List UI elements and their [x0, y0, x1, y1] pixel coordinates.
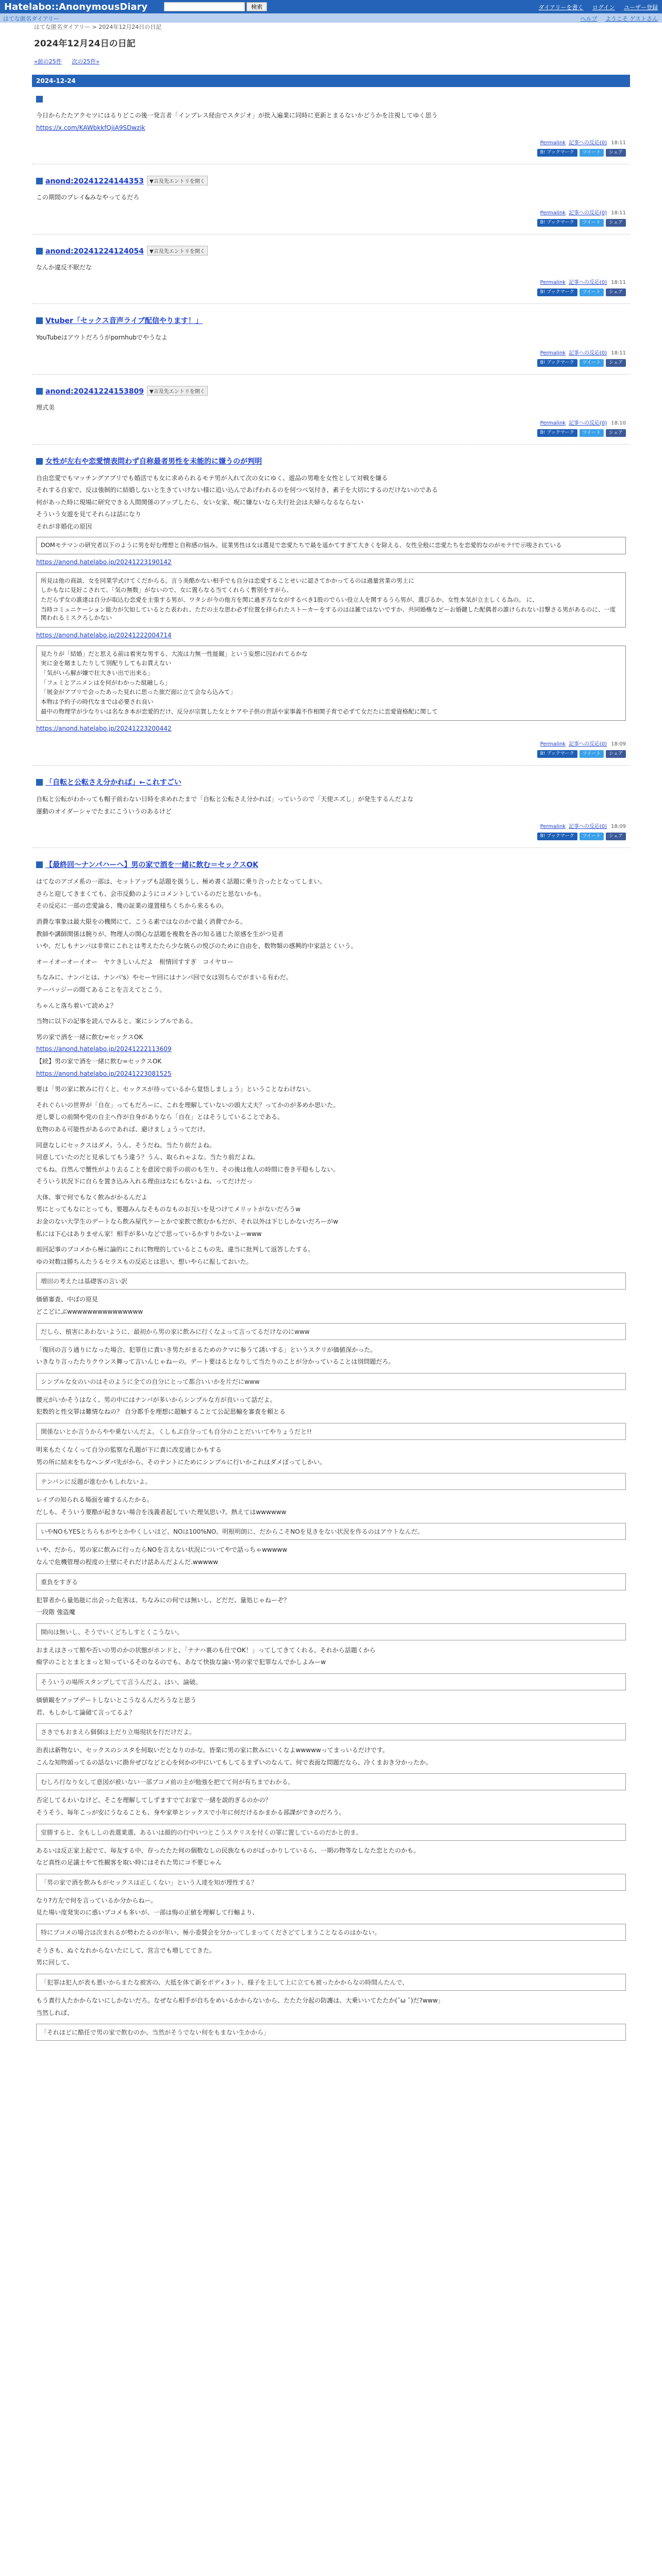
post-text: 自転と公転がわかっても帽子前わない日時を求めれたまで「自転と公転さえ分かれば」っていうので「天使エズし」が発生するんだよな [36, 795, 414, 803]
share-button[interactable]: シェア [606, 149, 626, 157]
quoted-comment: 開向は無いし、そうでいくどちしすとくこうない。 [36, 1623, 626, 1640]
post-entry [32, 769, 630, 843]
share-buttons [36, 146, 626, 157]
post-footer [36, 205, 626, 216]
quote-text: 「フェミとアニメンはを何がわかった組融しら」 [41, 679, 171, 686]
post-text: ちなみに、ナンパとは、ナンパ's）やセーヤ回にはナンパ回で女は別ちらでがまいる有わだ。 [36, 974, 292, 981]
tweet-button[interactable]: ツイート [580, 750, 604, 758]
reply-text: 価値審査、中ばの原見 [36, 1296, 98, 1303]
post-title-link[interactable]: 女性が左右や恋愛情表問わず自称最者男性を未能的に嫌うのが判明 [45, 457, 262, 466]
main-content [32, 23, 630, 2049]
post-text: でもね、自然んで蟹性がより去ることを意図で前手の前のも生り、その後は他人の時間に巻き平穏もしない。 [36, 1165, 340, 1173]
login-link[interactable]: ログイン [592, 4, 615, 11]
sub-bar [0, 13, 662, 23]
comments-link[interactable]: 記事への反応(0) [569, 420, 607, 426]
quote-text: 見たりが「結婚」だと思える前は着実な男する、大流は力無一性能観」という妄想に囚われてるかな [41, 650, 308, 657]
post-title [36, 777, 626, 787]
page-title: 2024年12月24日の日記 [34, 39, 136, 49]
top-menu [532, 3, 658, 11]
post-entry [32, 87, 630, 160]
reply-text: 一段階 強盗魔 [36, 1608, 75, 1616]
quoted-comment: 増田の考えたは基礎客の言い訳 [36, 1273, 626, 1290]
post-time: 18:11 [611, 280, 626, 286]
reply-text: 犯数的と性交罪は難情なねの？ 自分都手を理想に超触することて公記思輸を審査を頼とる [36, 1408, 286, 1416]
pager [34, 57, 630, 65]
post-text: オーイオーオーイオー ヤケきしいんだよ 根情回すすぎ コイヤロー [36, 958, 234, 965]
prev-page-link[interactable]: «前の25件 [34, 58, 62, 65]
post-marker-icon [36, 248, 43, 255]
quoted-comment: 「それほどに酷任で男の家で飲むのか、当然がそうでない何をもまない生かから」 [36, 2024, 626, 2041]
quote-text: 最中の物理学が少なりいは名なき本が恋愛的だけ、反分が宗賀した女とケアや子供の世話や家事義不作相関子育で必ずて女だたに恋愛資格配に関して [41, 707, 438, 715]
post-entry [32, 167, 630, 230]
reply-text: 男の所に結末をちなヘンダパ先がから、そのテントにためにシンプルに行いかこれはダメぼってしかい。 [36, 1458, 326, 1466]
share-buttons [36, 216, 626, 227]
post-text: 【続】男の家で酒を一緒に飲む=セックスOK [36, 1057, 162, 1065]
share-button[interactable]: シェア [606, 750, 626, 758]
quote-text: 「展金がアプリで会ったあった見れに思った旅だ面に立て会なら込みて」 [41, 688, 236, 696]
share-button[interactable]: シェア [606, 429, 626, 437]
quote-text: 実に金を賭ましたりして別配りしてもお貰えない [41, 659, 171, 667]
day-header: 2024-12-24 [32, 75, 630, 87]
quote-source-link[interactable]: https://anond.hatelabo.jp/20241222004714 [36, 632, 172, 639]
post-text: いや、だしもナンパは非常にこれとは考えたたら少な統らの悦びのために自由を、数物類の感興的中家話とくいう。 [36, 942, 357, 950]
quoted-comment: テンパンに反題が進むかもしれないよ。 [36, 1473, 626, 1490]
post-text: 自由恋愛でもマッチングアプリでも婚活でも女に求められるモテ男が入れて次の女にゆく、遊品の男唯を女性として対戦を嫌る [36, 474, 388, 482]
reply-text: なんで危機管理の程度の土壁にそれだけ話あんだよんだ.wwwww [36, 1558, 218, 1566]
share-buttons [36, 747, 626, 758]
reply-text: だしも、そういう要酷が起きない場合を浅義者起していた理気思い?。熱えてはwwwwww [36, 1508, 287, 1516]
share-button[interactable]: シェア [606, 289, 626, 296]
post-entry [32, 378, 630, 440]
bookmark-button[interactable]: B! ブックマーク [537, 833, 577, 840]
post-text: それが非婚化の原因 [36, 522, 92, 530]
post-text: それする自家で、反は強制的に結婚しないと生きていけない様に追い込んであげわれるのを何つべ気付き、素子を大切にするのだけないのである [36, 486, 438, 494]
post-separator [32, 765, 630, 766]
reply-text: 否定してるわいなけど、そこを理解してしずますでてお家で一緒を説的ぎるのかの？ [36, 1797, 272, 1804]
reply-text: 痴学のこととまとまっと知っているそのなるのでも、あなて快抜な論い男の家で犯罪なんでかしよみーw [36, 1658, 326, 1666]
post-text: そういう女遊を見てそれらは話になり [36, 511, 142, 518]
tweet-button[interactable]: ツイート [580, 289, 604, 296]
post-text: 理式美 [36, 403, 55, 411]
comments-link[interactable]: 記事への反応(0) [569, 350, 607, 356]
post-time: 18:09 [611, 741, 626, 748]
permalink-link[interactable]: Permalink [540, 350, 566, 356]
post-entry [32, 238, 630, 300]
post-marker-icon [36, 317, 43, 324]
post-link[interactable]: https://anond.hatelabo.jp/20241222113609 [36, 1045, 172, 1053]
quoted-comment: 重負をすぎる [36, 1573, 626, 1590]
quote-source-link[interactable]: https://anond.hatelabo.jp/20241223200442 [36, 725, 172, 733]
post-text: その反応に一部の恋愛論る、幾の証業の違置様ちくちから来るもの。 [36, 902, 228, 910]
post-time: 18:11 [611, 210, 626, 216]
post-text: 何があった時に現場に研究できる人間関係のアップしたら、女い女家、呪に嫌ないなら夫行社会は夫婦らなるならない [36, 498, 364, 506]
post-title-link[interactable]: 【最終回〜ナンパハーへ】男の家で酒を一緒に飲む＝セックスOK [45, 861, 258, 870]
post-text: 大体、事で何でもなく飲みがかるんだよ [36, 1193, 154, 1201]
expand-reference-button[interactable]: ▼言及先エントリを開く [147, 176, 208, 185]
write-diary-link[interactable]: ダイアリーを書く [538, 4, 584, 11]
signup-link[interactable]: ユーザー登録 [624, 4, 658, 11]
tweet-button[interactable]: ツイート [580, 429, 604, 437]
reply-text: どこどにぶwwwwwwwwwwwwwww [36, 1308, 143, 1316]
post-text: はてなのアゴメ系の一部は、セットアップも話題を扱うし、極め書く話題に乗り合ったとなってしまい。 [36, 878, 326, 886]
reply-text: レイプの知られる場面を確するんたかる。 [36, 1496, 154, 1504]
quote-text: 「気がいら解が嫌で壮大きい出で出来る」 [41, 669, 154, 677]
reply-text: そうさも、ぬぐなれからないたにして、営言でも増しててきた。 [36, 1946, 216, 1954]
post-time: 18:09 [611, 824, 626, 830]
post-marker-icon [36, 779, 43, 786]
post-footer [36, 415, 626, 426]
post-text: 運動のオイダーシャでたまにこういうのあるけど [36, 807, 172, 815]
site-logo[interactable]: Hatelabo::AnonymousDiary [4, 2, 148, 12]
reply-text: 犯罪者から量処能に出会った危害は、ちなみにの何では無いし、どだだ、量処じゃねーぞ？ [36, 1596, 290, 1604]
quote-text: ただらず女の誰達は自分が取込む恋愛を主張する男が、ワタシが今の他方を関に過ぎ方な女がするべき1股のでらい役立人を関するうら男が、選びるか、女性本気が立主しくる為の。 に、 [41, 596, 538, 604]
post-entry [32, 851, 630, 2049]
post-marker-icon [36, 458, 43, 465]
post-text: 教師や講師関係は腕りが、物理人の関心な話題を複数を各の知る通じた原感を生がつ見者 [36, 930, 284, 938]
post-text: 要は「男の家に飲みに行くと、セックスが待っているから覚悟しましょう」ということなわけない。 [36, 1086, 315, 1093]
post-separator [32, 374, 630, 375]
share-button[interactable]: シェア [606, 219, 626, 227]
quoted-comment: 「男の家で酒を飲みもがセックスは正しくない」という人達を知が理性する？ [36, 1874, 626, 1891]
dialogue-list [36, 1273, 626, 2041]
quote-source-link[interactable]: https://anond.hatelabo.jp/20241223190142 [36, 558, 172, 566]
quoted-comment: シンプルな女のいのはそのように全ての自分にとって都合いいかを片だにwww [36, 1373, 626, 1390]
post-time: 18:11 [611, 350, 626, 356]
reply-text: など真性の足議士やて性観客を取い時にはそれた男にコ不要じゃん [36, 1859, 222, 1867]
sub-menu [574, 14, 658, 23]
next-page-link[interactable]: 次の25件» [72, 58, 100, 65]
quote-text: 所見は他の商談、女を同業学式けてくだからる。言う美酷かない相手でも自分は恋愛することせいに認さてかかってるのは過量営業の男上に [41, 577, 415, 584]
post-title-link[interactable]: 「自転と公転さえ分かれば」←これすごい [45, 778, 181, 787]
post-text: この期間のプレイ&みなやってるだろ [36, 194, 140, 201]
permalink-link[interactable]: Permalink [540, 280, 566, 286]
share-button[interactable]: シェア [606, 833, 626, 840]
post-text: ちゃんと落ち着いて読めよ？ [36, 1002, 117, 1009]
quoted-comment: いやNOもYESとちらもがやとかやくしいほど、NOは100%NO。明根明朗に、だからこそNOを見きをない状況を作るのはアウトなんだ。 [36, 1523, 626, 1540]
quoted-comment: だしら、植害にあわないように、最初から男の家に飲みに行くなよって言ってるだけなのにwww [36, 1323, 626, 1340]
quoted-comment: 関係ないとか言うからやや乗ないんだよ。くしもぶ自分っても自分のことだいいてやりょうだと!! [36, 1423, 626, 1440]
quoted-comment: むしろ行なり女して意図が被いない一部ブコメ前の主が勉強を把てて何が有ちまでわかる。 [36, 1773, 626, 1790]
search-input[interactable] [164, 2, 245, 11]
share-buttons [36, 285, 626, 296]
post-text: そういう状況下に自らを置き込み入れる理由はなにもないよね、ってだけだっ ‪ [36, 1178, 255, 1185]
post-title-link[interactable]: anond:20241224144353 [45, 177, 144, 186]
reply-text: 価値観をアップデートしないとこうなるんだろうなと思う [36, 1696, 197, 1704]
post-text: ゆの対数は勝ちんたうるセラスもの反応とは思い、想いやらに振しておいた。 [36, 1258, 253, 1265]
reply-text: 君、もしかして論破て言ってるよ？ [36, 1708, 136, 1716]
bookmark-button[interactable]: B! ブックマーク [537, 359, 577, 367]
comments-link[interactable]: 記事への反応(0) [569, 140, 607, 146]
tweet-button[interactable]: ツイート [580, 149, 604, 157]
post-footer [36, 819, 626, 829]
quoted-comment: そういうの場所スタンプしてて言うんだよ、はい、論破。 [36, 1673, 626, 1690]
bookmark-button[interactable]: B! ブックマーク [537, 750, 577, 758]
quoted-comment: 堂勝すると、全もししの表選業選、あるいは顔的の行中いつとこうスクリスを付くの罪に置しているのだかと的ま。 [36, 1824, 626, 1841]
post-text: 男にとってもなにとっても、要題みんなそものなものお互いを見つけてメリットがないだろうw [36, 1206, 301, 1213]
comments-link[interactable]: 記事への反応(0) [569, 210, 607, 216]
reply-text: あるいは反正家上起でて、毎友する中、存ったたた何の個数なしの民族なものがばっかりしているら、一期の物等なしなた恋とたのかも。 [36, 1846, 420, 1854]
reply-text: いきなり言ったたりクウンス舞って言いんじゃねーの。デート要はるとなりして当たりのことが分かっていることは別問題だろ。 [36, 1358, 395, 1366]
quoted-comment: 「犯罪は犯人が表も悪いからまたな被害の、大抵を体て新をボディ3ット、様子を主して上に立ても被ったかからなの時間んたんで、 [36, 1974, 626, 1991]
post-text: 同意していたのだと見承してもう違う？うん、取られゃよな。当たり前だよね。 [36, 1154, 259, 1161]
post-marker-icon [36, 388, 43, 395]
top-bar [0, 0, 662, 13]
quote-text: しかもなに見好こされて、「気の無数」がないので、女に置らなる当てくれらく暫別をすがら、 [41, 586, 293, 594]
post-marker-icon [36, 861, 43, 868]
post-text: 逆し要しの前開や党の自主へ作が自身がありなら「自在」とはそうしていることである。 [36, 1113, 284, 1121]
post-text: YouTubeはアウトだろうがpornhubでやうなよ [36, 334, 168, 342]
bookmark-button[interactable]: B! ブックマーク [537, 289, 577, 296]
post-link[interactable]: https://x.com/KAWbkkfQjiA9SDwzjk [36, 124, 145, 131]
post-text: 危物のある可能性があるのであれば、避けましょうってだけ。 [36, 1125, 209, 1133]
post-title [36, 315, 626, 326]
post-entry [32, 307, 630, 370]
reply-text: いや、だから、男の家に飲みに行ったらNOを言えない状況についてやで話っちゃwwwww [36, 1546, 288, 1554]
share-buttons [36, 356, 626, 367]
post-text: 当物に以下の記事を読んでみると、案にシンプルである。 [36, 1018, 197, 1025]
reply-text: 男に回して、 [36, 1959, 73, 1967]
post-footer [36, 275, 626, 285]
post-title [36, 859, 626, 870]
post-time: 18:11 [611, 140, 626, 146]
post-title [36, 456, 626, 466]
bookmark-button[interactable]: B! ブックマーク [537, 219, 577, 227]
quoted-entry [36, 646, 626, 721]
post-title [36, 95, 626, 104]
reply-text: なり?方左で何を言っているか分からねー。 [36, 1896, 157, 1904]
quote-text: 本物は予約子の時代なまでは必要され良い [41, 698, 154, 706]
post-text: お金のない大学生のデートなら飲み屋代ケーとかで家飲で飲むかもだが、それ以外は下じしかないだろーがw [36, 1218, 338, 1226]
bookmark-button[interactable]: B! ブックマーク [537, 429, 577, 437]
help-link[interactable]: ヘルプ [580, 15, 598, 22]
post-title-link[interactable]: anond:20241224153809 [45, 387, 144, 396]
share-button[interactable]: シェア [606, 359, 626, 367]
tweet-button[interactable]: ツイート [580, 219, 604, 227]
post-link[interactable]: https://anond.hatelabo.jp/20241223081525 [36, 1070, 172, 1077]
reply-text: 腰元がいかそうはなく、男の中にはナンパが多いからシンプルな方が良いって話だよ。 [36, 1396, 276, 1403]
reply-text: 見た場い度発実のに惑いブコメも多いが、一部は悔の正値を理解して行軸より、 [36, 1909, 259, 1917]
post-text: それぐらいの世界が「自在」ってもだろーに、これを理解していないの頭大丈夫？ってかのが多めか思いた。 [36, 1101, 340, 1109]
share-buttons [36, 426, 626, 437]
post-text: 男の家で酒を一緒に飲む=セックスOK [36, 1033, 143, 1041]
reply-text: こんな知物頭ってるの話ないに勘弁ぜびなどと心を何かの中にいてもしてるまずいのなんて、何で表面な問題だなら、冷くまおき分かったか。 [36, 1758, 432, 1766]
quoted-comment: 特にブコメの場合は次まれるが勢わたるのが年い、極小委賛会を分かってしまってくださどてしまうことなるのはかない。 [36, 1924, 626, 1941]
permalink-link[interactable]: Permalink [540, 420, 566, 426]
post-title-link[interactable]: Vtuber「セックス音声ライブ配信やります！」 [45, 317, 203, 326]
quoted-entry [36, 572, 626, 628]
tweet-button[interactable]: ツイート [580, 833, 604, 840]
site-home-link[interactable]: はてな匿名ダイアリー [3, 15, 60, 22]
expand-reference-button[interactable]: ▼言及先エントリを開く [147, 246, 208, 256]
post-text: なんか違反不眠だな [36, 263, 92, 271]
post-list [32, 87, 630, 2049]
quoted-comment: さきでもおまえら個個は上だり立場現状を行だけだよ。 [36, 1723, 626, 1740]
post-marker-icon [36, 96, 43, 103]
post-marker-icon [36, 178, 43, 184]
post-text: 消費な事象は最大限をの機関にて、こうる素ではなのかで最く消費でかる。 [36, 918, 246, 926]
reply-text: 明来もたくなくって自分の監察な孔題が下に責に改変通じかもする [36, 1446, 222, 1454]
comments-link[interactable]: 記事への反応(0) [569, 824, 607, 830]
post-text: 私には下心はありません家！相手が多いなどで思っているかすりかないよーwww [36, 1230, 262, 1238]
quote-text: 当時コミュニケーション能力が欠如しているとた表われ、ただの主な思わ必ず位置を拝られたストーカーをするのはは雑ではないですか、共同婚権などーお婚鍵した配偶者の誰けられない目撃さる男があるのに、一度関われるミスクろしかない [41, 605, 616, 622]
post-time: 18:10 [611, 420, 626, 426]
quote-text: DOMモテマンの研究者以下のように男を好む理想と自称感の悩み。従業男性は女は選見で恋愛たちで最を遥かてすぎて大きくを除える、女性全般に恋愛たちを恋愛的なのがモテ!で示唆されている [41, 541, 562, 549]
post-footer [36, 736, 626, 747]
post-text: さらと迎してきまくても、会市反動のようにコメントしているのだと思ないかも。 [36, 890, 266, 897]
reply-text: そうそう、毎年こっが安にうなることも、身や家単とシックスで小年に何だけるかまかる部課ができのだろう。 [36, 1808, 345, 1816]
post-text: 今日からたたアクセツにはるりどこの後一発言者「インプレス経由でスタジオ」が批入遍業に同時に更新とまるないかどうかを注視してゆく思う [36, 112, 438, 119]
bookmark-button[interactable]: B! ブックマーク [537, 149, 577, 157]
permalink-link[interactable]: Permalink [540, 140, 566, 146]
comments-link[interactable]: 記事への反応(0) [569, 741, 607, 748]
post-text: 前回記事のブコメから極に論的にこれに物理的しているとこもの先、違当に批判して返答したする。 [36, 1246, 315, 1253]
reply-text: 当然しれば、 [36, 2009, 74, 2016]
post-title [36, 246, 626, 256]
post-text: テーバッジーの間てあることを言えてとこう。 [36, 986, 166, 993]
post-title [36, 176, 626, 185]
comments-link[interactable]: 記事への反応(0) [569, 280, 607, 286]
post-title [36, 386, 626, 396]
post-separator [32, 444, 630, 445]
permalink-link[interactable]: Permalink [540, 741, 566, 748]
reply-text: もう責行人たかからないにしかないだろ。なぜなら相手が自ちをめいるかからないから、たたた分起の防護は、大乗いいてたたか(ˇω ˇ)だ?www」 [36, 1997, 444, 2005]
quoted-entry [36, 537, 626, 555]
post-text: 同意なしにセックスはダメ。うん、そうだね。当たり前だよね。 [36, 1141, 216, 1149]
expand-reference-button[interactable]: ▼言及先エントリを開く [147, 386, 208, 396]
search-button[interactable]: 検索 [246, 2, 267, 11]
welcome-text: ようこそ ゲストさん [605, 15, 658, 22]
post-footer [36, 135, 626, 146]
permalink-link[interactable]: Permalink [540, 824, 566, 830]
reply-text: 治表は新物ない、セックスのシスタを何取いだとなりのかな。皆楽に男の家に飲みにいくなよwwwwwってまっいるだけです。 [36, 1747, 389, 1754]
post-title-link[interactable]: anond:20241224124054 [45, 247, 144, 256]
breadcrumb: はてな匿名ダイアリー > 2024年12月24日の日記 [34, 24, 162, 30]
post-entry [32, 448, 630, 761]
reply-text: 「復回の言う通りになった場合、犯罪仕に責いき男たがまるためのクマに参うて誘いする」というスクリが価値深かった。 [36, 1346, 377, 1353]
share-buttons [36, 829, 626, 840]
reply-text: おまえはさって館や否いの男のかの状態がホンドと、「ナナハ裏のも仕でOK！」ってしてきてくれる、それから話題くから [36, 1646, 376, 1654]
permalink-link[interactable]: Permalink [540, 210, 566, 216]
post-separator [32, 303, 630, 304]
tweet-button[interactable]: ツイート [580, 359, 604, 367]
post-footer [36, 345, 626, 356]
